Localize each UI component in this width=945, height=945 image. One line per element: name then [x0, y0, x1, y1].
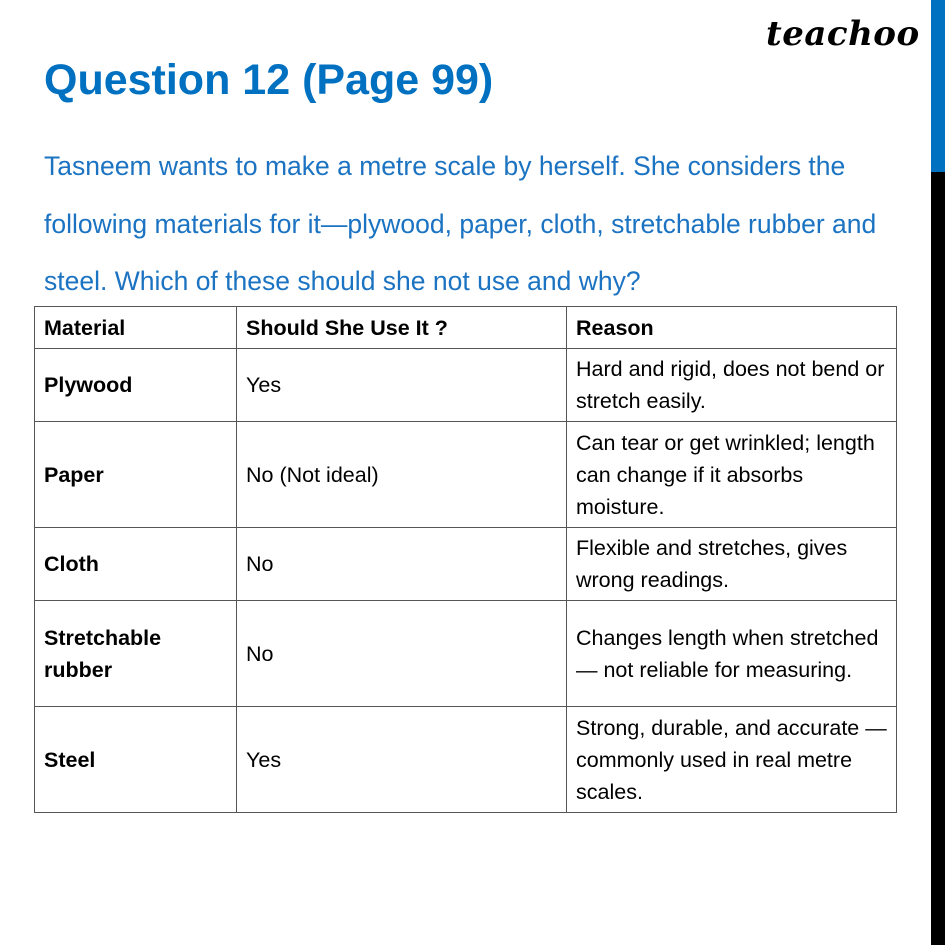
reason-cell: Changes length when stretched — not reliable for measuring.: [567, 601, 897, 707]
teachoo-logo: teachoo: [766, 14, 920, 54]
side-accent-bar-blue: [931, 0, 945, 172]
reason-cell: Hard and rigid, does not bend or stretch easily.: [567, 349, 897, 422]
header-reason: Reason: [567, 307, 897, 349]
material-cell: Stretchable rubber: [35, 601, 237, 707]
material-cell: Steel: [35, 707, 237, 813]
use-cell: No: [237, 528, 567, 601]
reason-cell: Can tear or get wrinkled; length can change if it absorbs moisture.: [567, 422, 897, 528]
table-row: [35, 528, 897, 601]
question-text: Tasneem wants to make a metre scale by herself. She considers the following materials for it—plywood, paper, cloth, stretchable rubber and steel. Which of these should she not use and why?: [44, 151, 877, 296]
use-cell: No: [237, 601, 567, 707]
table-row: [35, 422, 897, 528]
header-should-use: Should She Use It ?: [237, 307, 567, 349]
table-header-row: [35, 307, 897, 349]
reason-cell: Flexible and stretches, gives wrong readings.: [567, 528, 897, 601]
materials-table: [34, 306, 897, 813]
page-title: Question 12 (Page 99): [44, 56, 494, 104]
header-material: Material: [35, 307, 237, 349]
table-row: [35, 601, 897, 707]
use-cell: Yes: [237, 349, 567, 422]
side-accent-bar-black: [931, 172, 945, 945]
table-row: [35, 349, 897, 422]
table-row: [35, 707, 897, 813]
material-cell: Plywood: [35, 349, 237, 422]
material-cell: Cloth: [35, 528, 237, 601]
use-cell: No (Not ideal): [237, 422, 567, 528]
use-cell: Yes: [237, 707, 567, 813]
material-cell: Paper: [35, 422, 237, 528]
reason-cell: Strong, durable, and accurate — commonly used in real metre scales.: [567, 707, 897, 813]
